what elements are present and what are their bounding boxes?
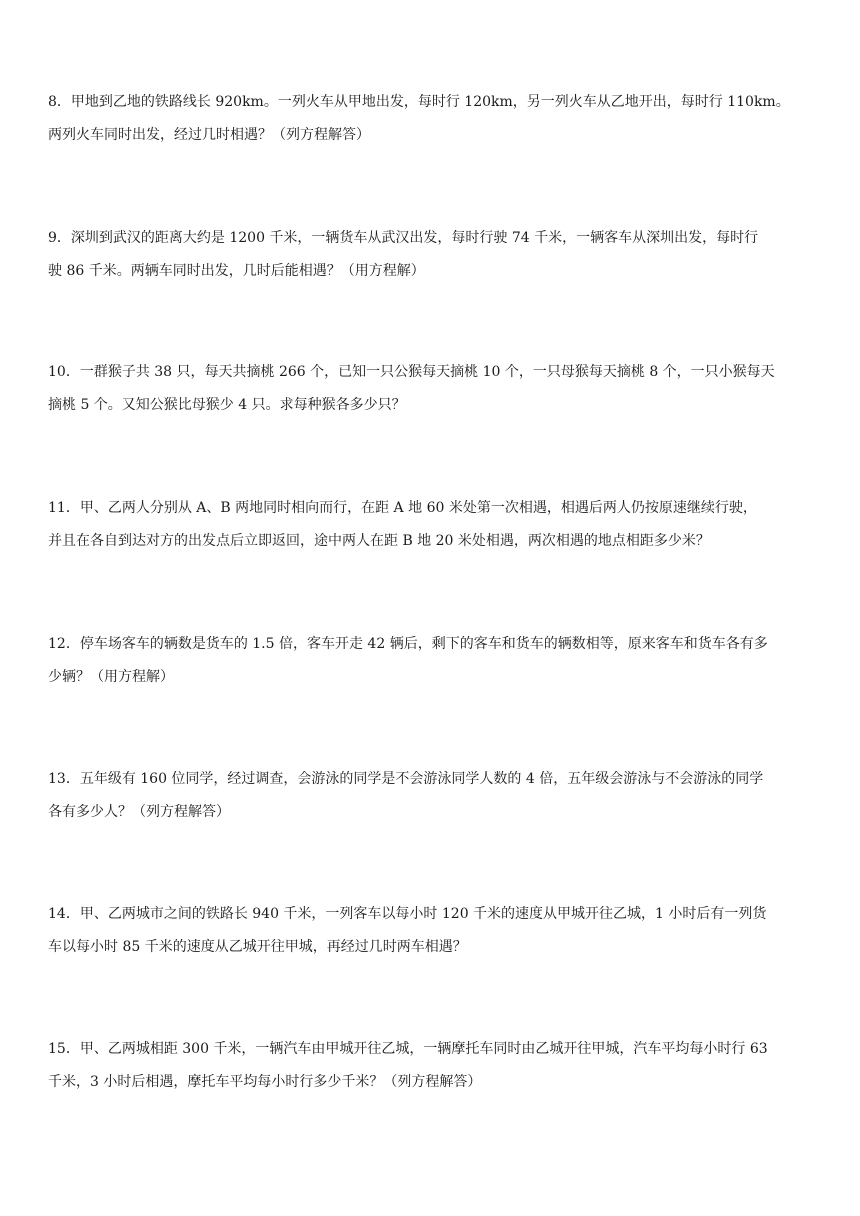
problem-8 bbox=[48, 86, 814, 152]
problem-14 bbox=[48, 898, 814, 964]
problem-15-line-2: 千米，3 小时后相遇，摩托车平均每小时行多少千米？（列方程解答） bbox=[48, 1074, 482, 1090]
problem-13-line-2: 各有多少人？（列方程解答） bbox=[48, 804, 230, 820]
problem-10-line-2: 摘桃 5 个。又知公猴比母猴少 4 只。求每种猴各多少只？ bbox=[48, 397, 406, 413]
problem-8-line-2: 两列火车同时出发，经过几时相遇？（列方程解答） bbox=[48, 127, 370, 143]
problem-9-line-1: 9．深圳到武汉的距离大约是 1200 千米，一辆货车从武汉出发，每时行驶 74 千米，一辆客车从深圳出发，每时行 bbox=[48, 230, 759, 246]
problem-14-line-2: 车以每小时 85 千米的速度从乙城开往甲城，再经过几时两车相遇？ bbox=[48, 939, 467, 955]
problem-15-line-1: 15．甲、乙两城相距 300 千米，一辆汽车由甲城开往乙城，一辆摩托车同时由乙城开往甲城，汽车平均每小时行 63 bbox=[48, 1041, 768, 1057]
problem-10-line-1: 10．一群猴子共 38 只，每天共摘桃 266 个，已知一只公猴每天摘桃 10 个，一只母猴每天摘桃 8 个，一只小猴每天 bbox=[48, 364, 775, 380]
problem-10 bbox=[48, 356, 814, 422]
problem-14-line-1: 14．甲、乙两城市之间的铁路长 940 千米，一列客车以每小时 120 千米的速度从甲城开往乙城，1 小时后有一列货 bbox=[48, 906, 767, 922]
problem-12 bbox=[48, 628, 814, 694]
problem-15 bbox=[48, 1033, 814, 1099]
problem-11-line-1: 11．甲、乙两人分别从 A、B 两地同时相向而行，在距 A 地 60 米处第一次相遇，相遇后两人仍按原速继续行驶， bbox=[48, 500, 757, 516]
problem-13-line-1: 13．五年级有 160 位同学，经过调查，会游泳的同学是不会游泳同学人数的 4 倍，五年级会游泳与不会游泳的同学 bbox=[48, 771, 764, 787]
problem-13 bbox=[48, 763, 814, 829]
problem-12-line-1: 12．停车场客车的辆数是货车的 1.5 倍，客车开走 42 辆后，剩下的客车和货车的辆数相等，原来客车和货车各有多 bbox=[48, 636, 768, 652]
problem-11 bbox=[48, 492, 814, 558]
problem-8-line-1: 8．甲地到乙地的铁路线长 920km。一列火车从甲地出发，每时行 120km，另一列火车从乙地开出，每时行 110km。 bbox=[48, 94, 790, 110]
problem-12-line-2: 少辆？（用方程解） bbox=[48, 669, 174, 685]
problem-9-line-2: 驶 86 千米。两辆车同时出发，几时后能相遇？（用方程解） bbox=[48, 263, 425, 279]
problem-9 bbox=[48, 222, 814, 288]
problem-11-line-2: 并且在各自到达对方的出发点后立即返回，途中两人在距 B 地 20 米处相遇，两次相遇的地点相距多少米？ bbox=[48, 533, 710, 549]
